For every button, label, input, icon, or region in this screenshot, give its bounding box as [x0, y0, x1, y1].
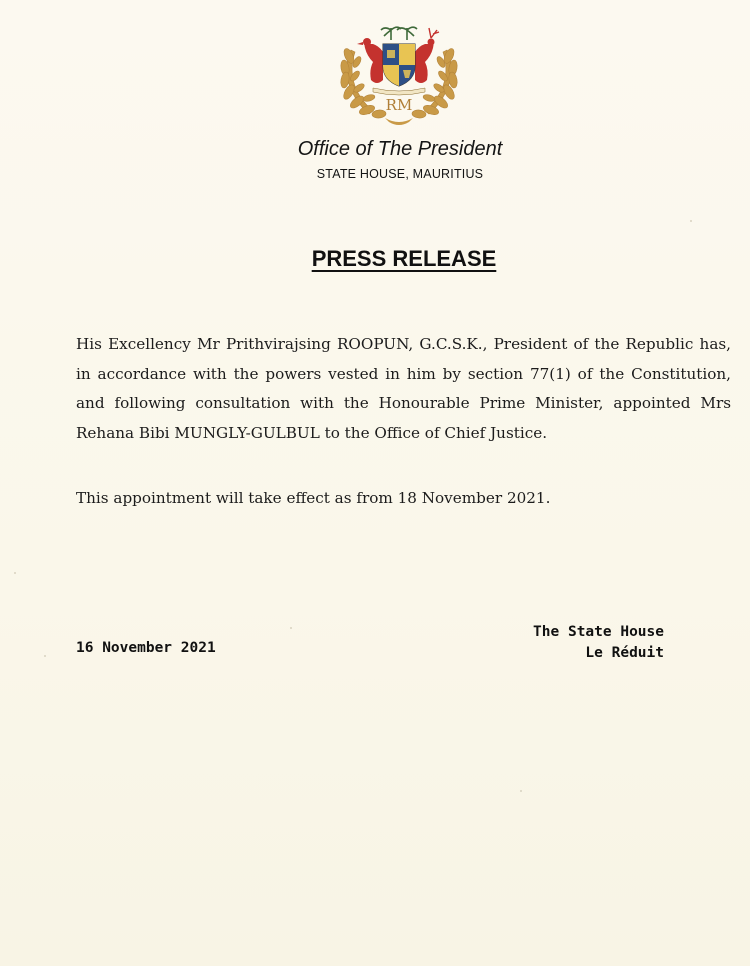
stag-icon	[415, 28, 439, 83]
ribbon-icon	[385, 118, 413, 125]
shield-icon	[383, 44, 415, 86]
motto-scroll-icon	[373, 88, 425, 95]
paper-speck	[14, 572, 16, 574]
body-paragraph-1: His Excellency Mr Prithvirajsing ROOPUN, G.C.S.K., President of the Republic has, in accordance with the powers vested in him by section 77(1) of the Constitution, and following consultation with the Honourable Prime Minister, appointed Mrs Rehana Bibi MUNGLY-GULBUL to the Office of Chief Justice.	[76, 335, 731, 442]
signoff-line-2: Le Réduit	[585, 645, 664, 661]
paper-speck	[690, 220, 692, 222]
paper-speck	[520, 790, 522, 792]
paper-speck	[44, 655, 46, 657]
paper-speck	[290, 627, 292, 629]
emblem-monogram: RM	[385, 96, 413, 114]
presidential-emblem	[329, 22, 469, 134]
body-paragraph-2: This appointment will take effect as from 18 November 2021.	[76, 489, 551, 507]
signoff-block	[533, 622, 664, 664]
press-release-heading	[0, 246, 750, 272]
signoff-line-1: The State House	[533, 624, 664, 640]
release-date: 16 November 2021	[76, 640, 216, 656]
office-title: Office of The President	[297, 138, 503, 160]
palm-tree-icon	[381, 27, 417, 40]
office-subtitle: STATE HOUSE, MAURITIUS	[316, 167, 484, 181]
press-release-heading-text: PRESS RELEASE	[311, 246, 497, 271]
